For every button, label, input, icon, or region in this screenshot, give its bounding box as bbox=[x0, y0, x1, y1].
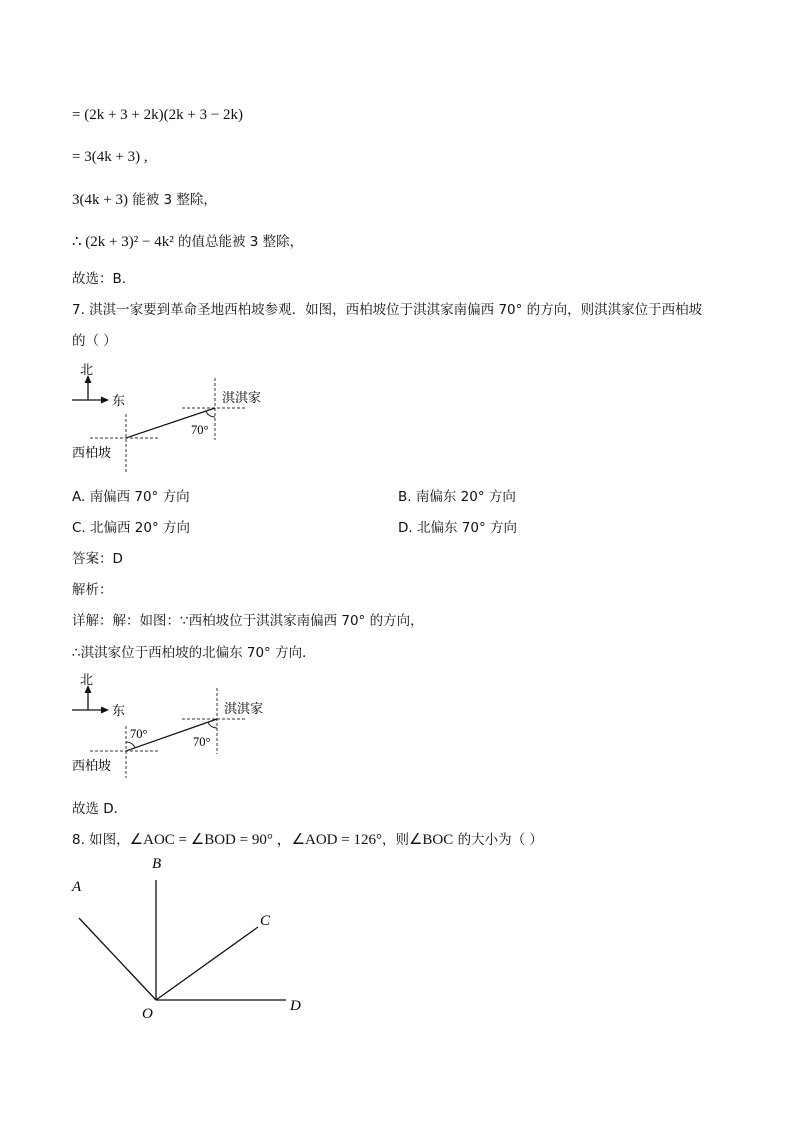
point-d-label: D bbox=[290, 998, 301, 1014]
q8-stem bbox=[72, 830, 543, 850]
east-label: 东 bbox=[112, 704, 126, 719]
angle-label-left: 70° bbox=[130, 727, 148, 741]
solution-line-2: = 3(4k + 3) , bbox=[72, 149, 148, 165]
q7-option-b[interactable]: B. 南偏东 20° 方向 bbox=[398, 489, 516, 505]
q8-stem-math-1: ∠AOC = ∠BOD = 90° ，∠AOD = 126° bbox=[129, 832, 382, 848]
point-b-label: B bbox=[152, 856, 162, 872]
angle-arc-left bbox=[126, 742, 135, 748]
q7-stem-line2: 的（ ） bbox=[72, 333, 117, 349]
q7-choose: 故选 D． bbox=[72, 801, 128, 817]
ray-oa bbox=[79, 918, 156, 1000]
xibaipo-label: 西柏坡 bbox=[72, 446, 112, 461]
q7-figure-2 bbox=[60, 670, 290, 785]
q7-detail: 详解：解：如图：∵西柏坡位于淇淇家南偏西 70° 的方向， bbox=[72, 613, 424, 629]
north-label: 北 bbox=[80, 363, 94, 378]
q8-stem-text-3: 的大小为（ ） bbox=[453, 832, 543, 848]
q7-option-c[interactable]: C. 北偏西 20° 方向 bbox=[72, 520, 191, 536]
east-arrowhead-icon bbox=[101, 707, 109, 714]
q7-answer: 答案：D bbox=[72, 551, 123, 567]
point-o-label: O bbox=[142, 1006, 153, 1022]
angle-arc bbox=[206, 411, 215, 417]
solution-line-5: 故选：B． bbox=[72, 271, 136, 287]
xibaipo-label: 西柏坡 bbox=[72, 759, 112, 774]
q7-conclusion: ∴淇淇家位于西柏坡的北偏东 70° 方向． bbox=[72, 645, 316, 661]
solution-line-4-text: 的值总能被 3 整除， bbox=[173, 234, 304, 250]
solution-line-3-math: 3(4k + 3) bbox=[72, 192, 128, 208]
angle-label-right: 70° bbox=[193, 735, 211, 749]
q8-stem-number: 8. 如图， bbox=[72, 832, 130, 848]
q8-figure bbox=[60, 850, 320, 1030]
point-a-label: A bbox=[72, 879, 82, 895]
q7-option-a[interactable]: A. 南偏西 70° 方向 bbox=[72, 489, 190, 505]
q7-option-d[interactable]: D. 北偏东 70° 方向 bbox=[398, 520, 517, 536]
east-label: 东 bbox=[112, 394, 126, 409]
solution-line-4 bbox=[72, 232, 303, 252]
point-c-label: C bbox=[260, 913, 271, 929]
angle-label: 70° bbox=[191, 423, 209, 437]
north-label: 北 bbox=[80, 673, 94, 688]
angle-arc-right bbox=[208, 722, 217, 728]
solution-line-3-text: 能被 3 整除， bbox=[127, 192, 217, 208]
q7-stem-line1: 7. 淇淇一家要到革命圣地西柏坡参观．如图，西柏坡位于淇淇家南偏西 70° 的方向，则淇淇家位于西柏坡 bbox=[72, 302, 703, 318]
solution-line-4-math: ∴ (2k + 3)² − 4k² bbox=[72, 234, 174, 250]
q7-figure-1 bbox=[60, 360, 290, 475]
q8-stem-text-2: ，则 bbox=[381, 832, 409, 848]
q7-analysis-heading: 解析： bbox=[72, 582, 113, 598]
east-arrowhead-icon bbox=[101, 397, 109, 404]
home-label: 淇淇家 bbox=[224, 702, 264, 717]
ray-oc bbox=[156, 927, 258, 1000]
home-label: 淇淇家 bbox=[222, 391, 262, 406]
solution-line-3 bbox=[72, 190, 217, 210]
q8-stem-math-2: ∠BOC bbox=[408, 832, 454, 848]
solution-line-1: = (2k + 3 + 2k)(2k + 3 − 2k) bbox=[72, 107, 244, 123]
